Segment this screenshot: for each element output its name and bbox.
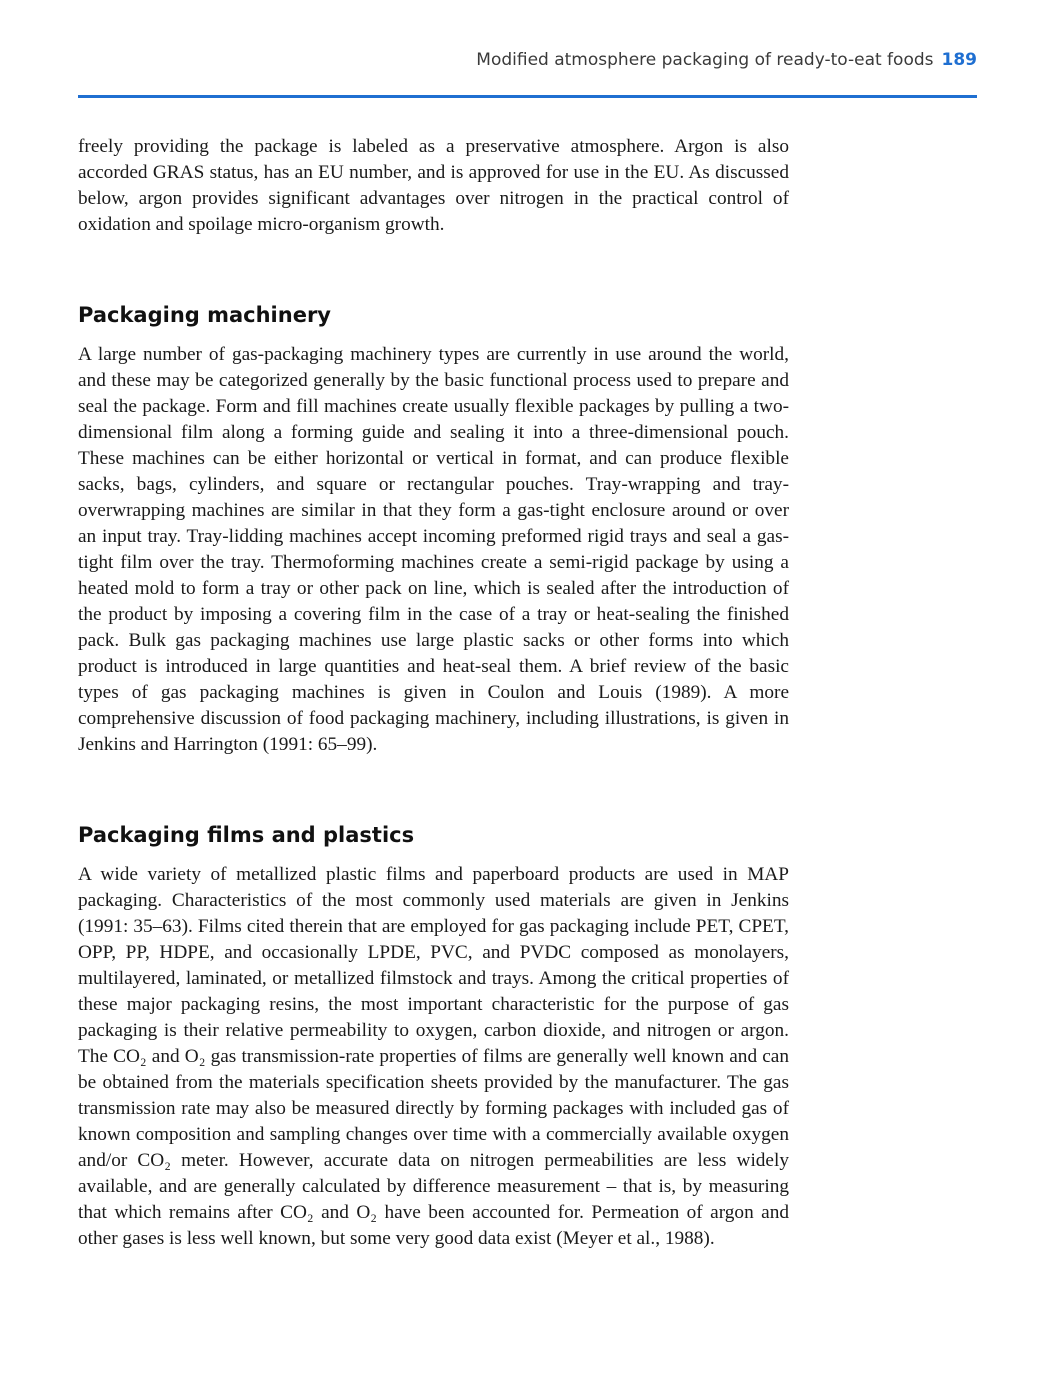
page-number: 189 [941, 50, 977, 70]
machinery-paragraph: A large number of gas-packaging machinery types are currently in use around the world, and these may be categorized generally by the basic functional process used to prepare and seal the package. Form and fill machines create usually flexible packages by pulling a two-dimensional film along a forming guide and sealing it into a three-dimensional pouch. These machines can be either horizontal or vertical in format, and can produce flexible sacks, bags, cylinders, and square or rectangular pouches. Tray-wrapping and tray-overwrapping machines are similar in that they form a gas-tight enclosure around or over an input tray. Tray-lidding machines accept incoming preformed rigid trays and seal a gas-tight film over the tray. Thermoforming machines create a semi-rigid package by using a heated mold to form a tray or other pack on line, which is sealed after the introduction of the product by imposing a covering film in the case of a tray or heat-sealing the finished pack. Bulk gas packaging machines use large plastic sacks or other forms into which product is introduced in large quantities and heat-seal them. A brief review of the basic types of gas packaging machines is given in Coulon and Louis (1989). A more comprehensive discussion of food packaging machinery, including illustrations, is given in Jenkins and Harrington (1991: 65–99). [78, 344, 789, 755]
running-header [78, 50, 977, 70]
films-paragraph: A wide variety of metallized plastic films and paperboard products are used in MAP packaging. Characteristics of the most commonly used materials are given in Jenkins (1991: 35–63). Films cited therein that are employed for gas packaging include PET, CPET, OPP, PP, HDPE, and occasionally LPDE, PVC, and PVDC composed as monolayers, multilayered, laminated, or metallized filmstock and trays. Among the critical properties of these major packaging resins, the most important characteristic for the purpose of gas packaging is their relative permeability to oxygen, carbon dioxide, and nitrogen or argon. The CO₂ and O₂ gas transmission-rate properties of films are generally well known and can be obtained from the materials specification sheets provided by the manufacturer. The gas transmission rate may also be measured directly by forming packages with included gas of known composition and sampling changes over time with a commercially available oxygen and/or CO₂ meter. However, accurate data on nitrogen permeabilities are less widely available, and are generally calculated by difference measurement – that is, by measuring that which remains after CO₂ and O₂ have been accounted for. Permeation of argon and other gases is less well known, but some very good data exist (Meyer et al., 1988). [78, 864, 789, 1249]
header-rule [78, 95, 977, 98]
section-heading-films: Packaging films and plastics [78, 823, 415, 847]
page-body [78, 134, 789, 1252]
running-title: Modified atmosphere packaging of ready-to-eat foods [476, 50, 934, 70]
section-heading-machinery: Packaging machinery [78, 303, 331, 327]
intro-paragraph: freely providing the package is labeled as a preservative atmosphere. Argon is also accorded GRAS status, has an EU number, and is approved for use in the EU. As discussed below, argon provides significant advantages over nitrogen in the practical control of oxidation and spoilage micro-organism growth. [78, 136, 789, 235]
